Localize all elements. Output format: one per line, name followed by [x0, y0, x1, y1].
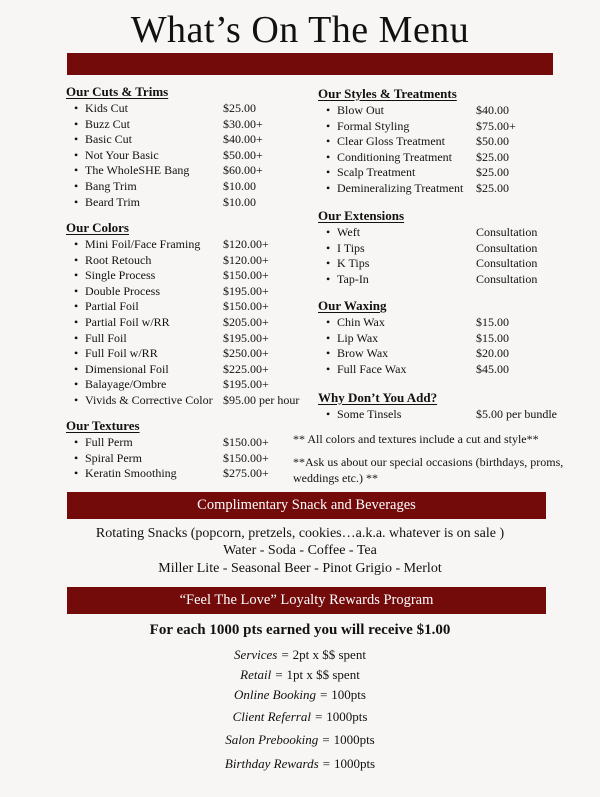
- menu-item: [66, 237, 299, 253]
- menu-item: [66, 148, 263, 164]
- rule-value: 1pt x $$ spent: [286, 667, 360, 682]
- menu-item: [318, 103, 516, 119]
- rule-label: Birthday Rewards: [224, 756, 319, 771]
- item-price: $60.00+: [223, 163, 263, 178]
- item-name: Weft: [337, 225, 361, 239]
- header-divider-bar: [67, 53, 553, 75]
- bullet-icon: •: [74, 466, 79, 481]
- item-price: $205.00+: [223, 314, 269, 329]
- loyalty-headline: For each 1000 pts earned you will receive $1.00: [149, 622, 451, 638]
- page-title: What’s On The Menu: [130, 9, 470, 51]
- item-name: Blow Out: [337, 103, 385, 117]
- bullet-icon: •: [74, 283, 79, 298]
- menu-item: [66, 268, 299, 284]
- item-price: $45.00: [476, 361, 509, 376]
- rule-value: 2pt x $$ spent: [292, 647, 366, 662]
- drinks-line: Water - Soda - Coffee - Tea: [223, 543, 377, 558]
- item-price: $40.00: [476, 103, 509, 117]
- menu-item: [66, 284, 299, 300]
- item-price: $25.00: [476, 180, 509, 195]
- item-price: $150.00+: [223, 268, 269, 283]
- item-price: $120.00+: [223, 252, 269, 267]
- item-price: $150.00+: [223, 435, 269, 449]
- menu-item: [318, 241, 537, 257]
- item-price: $10.00: [223, 178, 256, 193]
- menu-item: [66, 331, 299, 347]
- item-price: $150.00+: [223, 450, 269, 465]
- item-price: $10.00: [223, 194, 256, 209]
- item-price: $30.00+: [223, 116, 263, 131]
- item-name: Full Foil: [85, 330, 127, 345]
- section-styles: [318, 86, 516, 197]
- loyalty-rule: Services = 2pt x $$ spent: [234, 647, 366, 662]
- item-name: Dimensional Foil: [85, 361, 169, 376]
- item-name: Buzz Cut: [85, 116, 130, 131]
- bullet-icon: •: [326, 315, 331, 329]
- item-name: Partial Foil w/RR: [85, 314, 170, 329]
- bullet-icon: •: [74, 237, 79, 251]
- item-price: $95.00 per hour: [223, 392, 300, 407]
- item-name: I Tips: [337, 240, 365, 255]
- note-colors-include-cut: ** All colors and textures include a cut and style**: [293, 432, 539, 446]
- item-price: $195.00+: [223, 377, 269, 392]
- menu-item: [318, 225, 537, 241]
- section-heading: Why Don’t You Add?: [318, 390, 438, 405]
- snacks-banner: Complimentary Snack and Beverages: [67, 492, 546, 519]
- menu-item: [318, 407, 557, 423]
- section-heading: Our Extensions: [318, 208, 405, 223]
- item-name: Some Tinsels: [337, 407, 402, 421]
- item-price: $40.00+: [223, 132, 263, 147]
- menu-item: [66, 393, 299, 409]
- menu-item: [66, 132, 263, 148]
- menu-item: [66, 451, 269, 467]
- item-name: Lip Wax: [337, 330, 379, 345]
- menu-item: [318, 256, 537, 272]
- item-name: The WholeSHE Bang: [85, 163, 190, 178]
- section-heading: Our Textures: [66, 418, 140, 433]
- menu-item: [66, 346, 299, 362]
- bullet-icon: •: [326, 407, 331, 421]
- menu-item: [66, 377, 299, 393]
- menu-item: [318, 362, 509, 378]
- note-special-occasions: **Ask us about our special occasions (birthdays, proms, weddings etc.) **: [293, 455, 564, 485]
- section-heading: Our Waxing: [318, 298, 387, 313]
- loyalty-rule: Retail = 1pt x $$ spent: [240, 667, 360, 682]
- bullet-icon: •: [326, 149, 331, 164]
- bullet-icon: •: [74, 330, 79, 345]
- item-price: $20.00: [476, 346, 509, 361]
- item-name: Basic Cut: [85, 132, 132, 147]
- section-heading: Our Colors: [66, 220, 129, 235]
- section-waxing: [318, 298, 509, 377]
- item-price: $15.00: [476, 330, 509, 345]
- menu-item: [318, 181, 516, 197]
- menu-item: [66, 435, 269, 451]
- bullet-icon: •: [326, 103, 331, 117]
- item-price: $50.00+: [223, 147, 263, 162]
- alcohol-line: Miller Lite - Seasonal Beer - Pinot Grigio - Merlot: [158, 561, 442, 576]
- bullet-icon: •: [326, 225, 331, 239]
- menu-item: [66, 299, 299, 315]
- item-name: Keratin Smoothing: [85, 466, 177, 481]
- rule-value: 100pts: [331, 687, 366, 702]
- bullet-icon: •: [74, 450, 79, 465]
- menu-item: [318, 134, 516, 150]
- bullet-icon: •: [326, 165, 331, 180]
- item-price: Consultation: [476, 225, 538, 239]
- item-price: $250.00+: [223, 346, 269, 361]
- bullet-icon: •: [74, 163, 79, 178]
- item-name: Single Process: [85, 268, 156, 283]
- rule-label: Retail: [240, 667, 272, 682]
- bullet-icon: •: [74, 346, 79, 361]
- item-price: Consultation: [476, 271, 538, 286]
- rule-value: 1000pts: [333, 732, 375, 747]
- loyalty-rule: Online Booking = 100pts: [234, 687, 366, 702]
- menu-item: [66, 315, 299, 331]
- item-name: Tap-In: [337, 271, 369, 286]
- item-name: Clear Gloss Treatment: [337, 134, 445, 149]
- bullet-icon: •: [74, 299, 79, 314]
- bullet-icon: •: [74, 252, 79, 267]
- item-name: Spiral Perm: [85, 450, 142, 465]
- item-price: $25.00: [223, 101, 256, 115]
- section-colors: [66, 220, 299, 409]
- bullet-icon: •: [74, 147, 79, 162]
- bullet-icon: •: [326, 330, 331, 345]
- menu-item: [66, 362, 299, 378]
- item-price: $15.00: [476, 315, 509, 329]
- item-name: K Tips: [337, 256, 370, 271]
- bullet-icon: •: [326, 240, 331, 255]
- section-heading: Our Cuts & Trims: [66, 84, 169, 99]
- rule-label: Online Booking: [234, 687, 316, 702]
- section-extensions: [318, 208, 537, 287]
- item-price: $75.00+: [476, 118, 516, 133]
- bullet-icon: •: [326, 271, 331, 286]
- item-name: Chin Wax: [337, 315, 385, 329]
- item-name: Beard Trim: [85, 194, 141, 209]
- item-price: $195.00+: [223, 330, 269, 345]
- menu-item: [318, 150, 516, 166]
- item-price: $120.00+: [223, 237, 269, 251]
- item-price: $195.00+: [223, 283, 269, 298]
- bullet-icon: •: [74, 377, 79, 392]
- item-price: Consultation: [476, 240, 538, 255]
- rule-label: Services: [234, 647, 278, 662]
- item-name: Scalp Treatment: [337, 165, 416, 180]
- loyalty-rule: Client Referral = 1000pts: [232, 709, 368, 724]
- menu-item: [318, 315, 509, 331]
- bullet-icon: •: [74, 361, 79, 376]
- bullet-icon: •: [74, 132, 79, 147]
- bullet-icon: •: [326, 256, 331, 271]
- item-price: $5.00 per bundle: [476, 407, 557, 421]
- item-name: Kids Cut: [85, 101, 129, 115]
- bullet-icon: •: [326, 134, 331, 149]
- section-cuts: [66, 84, 263, 210]
- item-name: Full Perm: [85, 435, 133, 449]
- item-name: Formal Styling: [337, 118, 410, 133]
- menu-item: [318, 119, 516, 135]
- bullet-icon: •: [326, 118, 331, 133]
- item-price: $25.00: [476, 149, 509, 164]
- item-price: $275.00+: [223, 466, 269, 481]
- bullet-icon: •: [326, 180, 331, 195]
- loyalty-banner: “Feel The Love” Loyalty Rewards Program: [67, 587, 546, 614]
- rule-value: 1000pts: [326, 709, 368, 724]
- item-name: Balayage/Ombre: [85, 377, 167, 392]
- loyalty-rule: Birthday Rewards = 1000pts: [224, 756, 376, 771]
- menu-item: [66, 179, 263, 195]
- section-textures: [66, 418, 269, 482]
- snacks-line: Rotating Snacks (popcorn, pretzels, cookies…a.k.a. whatever is on sale ): [95, 526, 505, 541]
- menu-item: [318, 331, 509, 347]
- item-name: Double Process: [85, 283, 160, 298]
- item-price: $50.00: [476, 134, 509, 149]
- menu-item: [66, 466, 269, 482]
- item-name: Not Your Basic: [85, 147, 159, 162]
- menu-item: [66, 101, 263, 117]
- menu-item: [318, 346, 509, 362]
- bullet-icon: •: [326, 346, 331, 361]
- menu-item: [66, 253, 299, 269]
- section-heading: Our Styles & Treatments: [318, 86, 457, 101]
- item-price: $150.00+: [223, 299, 269, 314]
- item-price: Consultation: [476, 256, 538, 271]
- item-name: Bang Trim: [85, 178, 137, 193]
- rule-label: Salon Prebooking: [225, 732, 319, 747]
- bullet-icon: •: [74, 268, 79, 283]
- rule-label: Client Referral: [232, 709, 311, 724]
- item-name: Conditioning Treatment: [337, 149, 453, 164]
- item-name: Brow Wax: [337, 346, 389, 361]
- item-name: Root Retouch: [85, 252, 152, 267]
- bullet-icon: •: [326, 361, 331, 376]
- bullet-icon: •: [74, 194, 79, 209]
- bullet-icon: •: [74, 392, 79, 407]
- section-add: [318, 390, 557, 423]
- menu-item: [66, 163, 263, 179]
- bullet-icon: •: [74, 101, 79, 115]
- item-name: Full Face Wax: [337, 361, 407, 376]
- menu-item: [66, 195, 263, 211]
- menu-item: [318, 165, 516, 181]
- menu-item: [66, 117, 263, 133]
- loyalty-rule: Salon Prebooking = 1000pts: [225, 732, 375, 747]
- menu-item: [318, 272, 537, 288]
- bullet-icon: •: [74, 178, 79, 193]
- bullet-icon: •: [74, 435, 79, 449]
- item-name: Full Foil w/RR: [85, 346, 158, 361]
- item-name: Demineralizing Treatment: [337, 180, 464, 195]
- item-price: $25.00: [476, 165, 509, 180]
- item-name: Mini Foil/Face Framing: [85, 237, 201, 251]
- item-name: Partial Foil: [85, 299, 139, 314]
- item-price: $225.00+: [223, 361, 269, 376]
- item-name: Vivids & Corrective Color: [85, 392, 213, 407]
- rule-value: 1000pts: [333, 756, 376, 771]
- bullet-icon: •: [74, 314, 79, 329]
- bullet-icon: •: [74, 116, 79, 131]
